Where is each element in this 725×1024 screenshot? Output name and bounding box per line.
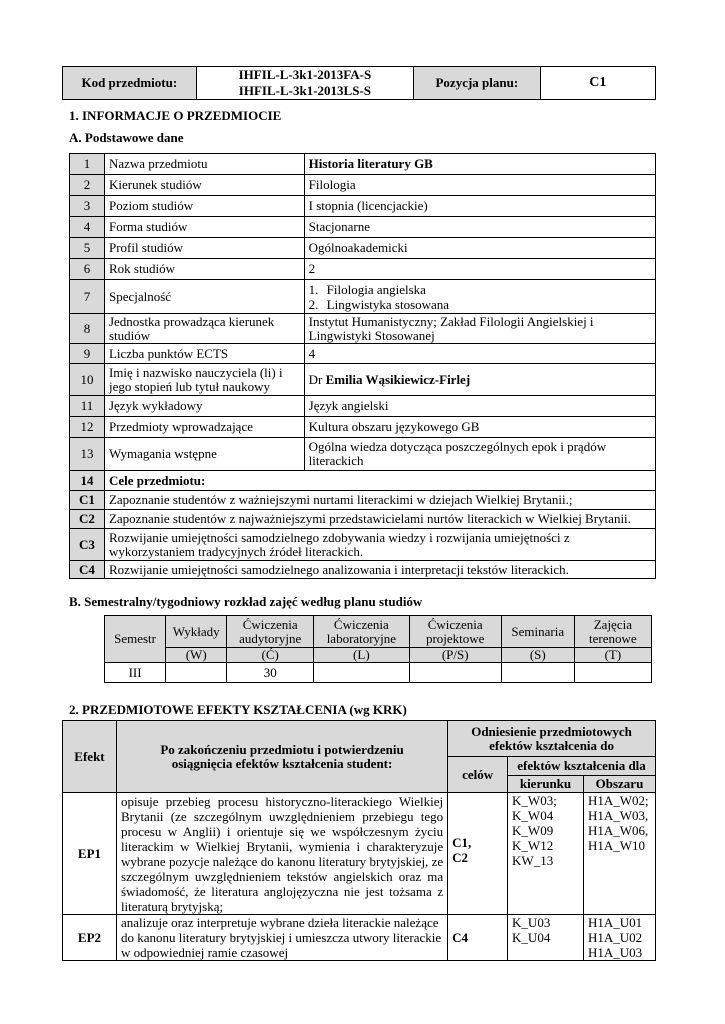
row-label: Profil studiów xyxy=(104,238,304,259)
kierunku-item: K_W12 xyxy=(512,838,554,853)
row-number: 12 xyxy=(70,417,105,438)
row-number: 4 xyxy=(70,217,105,238)
row-label: Forma studiów xyxy=(104,217,304,238)
row-value xyxy=(304,364,655,396)
row-number: 10 xyxy=(70,364,105,396)
table-row xyxy=(70,280,656,314)
table-cell xyxy=(166,663,227,683)
kierunku-item: K_W04 xyxy=(512,808,554,823)
pozycja-value: C1 xyxy=(540,67,655,100)
semester-cell: III xyxy=(105,663,166,683)
col-header-dla: efektów kształcenia dla xyxy=(508,757,656,776)
table-row xyxy=(70,417,656,438)
table-cell xyxy=(501,663,574,683)
table-row xyxy=(70,154,656,175)
row-number: 1 xyxy=(70,154,105,175)
row-number: 13 xyxy=(70,438,105,471)
col-header-kierunku: kierunku xyxy=(508,776,584,793)
row-label: Liczba punktów ECTS xyxy=(104,344,304,364)
schedule-table xyxy=(104,615,652,683)
effects-table xyxy=(62,720,656,961)
col-header: Ćwiczenia laboratoryjne xyxy=(314,616,409,648)
effect-description: analizuje oraz interpretuje wybrane dzieła literackie należące do kanonu literatury brytyjskiej i umieszcza utwory literackie w odpowiedniej ramie czasowej xyxy=(116,915,447,961)
teacher-name: Emilia Wąsikiewicz-Firlej xyxy=(325,371,471,387)
row-value: I stopnia (licencjackie) xyxy=(304,196,655,217)
col-header-description: Po zakończeniu przedmiotu i potwierdzeniu osiągnięcia efektów kształcenia student: xyxy=(116,721,447,793)
goal-row xyxy=(70,510,656,529)
obszaru-item: H1A_U01 xyxy=(587,915,643,930)
goal-row xyxy=(70,491,656,510)
schedule-codes-row xyxy=(105,648,652,663)
row-value: 2 xyxy=(304,259,655,280)
goals-label: Cele przedmiotu: xyxy=(104,471,655,491)
goals-header-row xyxy=(70,471,656,491)
effect-code: EP1 xyxy=(63,793,117,915)
col-header-celow: celów xyxy=(448,757,508,793)
goal-text: Zapoznanie studentów z ważniejszymi nurtami literackimi w dziejach Wielkiej Brytanii.; xyxy=(104,491,655,510)
col-code: (T) xyxy=(574,648,651,663)
table-row xyxy=(70,217,656,238)
col-code: (P/S) xyxy=(409,648,501,663)
effect-description: opisuje przebieg procesu historyczno-literackiego Wielkiej Brytanii (ze szczególnym uwzględnieniem przebiegu tego procesu w Anglii) i orientuje się we współczesnym życiu literackim w Wielkiej Brytanii, wymienia i charakteryzuje wybrane pozycje należące do kanonu literatury brytyjskiej, ze szczególnym uwzględnieniem tekstów angielskich oraz ma świadomość, że literatura anglojęzyczna nie jest tożsama z literaturą brytyjską; xyxy=(116,793,447,915)
effect-obszaru xyxy=(583,915,655,961)
goal-code: C1 xyxy=(70,491,105,510)
section2-title: 2. PRZEDMIOTOWE EFEKTY KSZTAŁCENIA (wg KRK) xyxy=(69,702,407,717)
goal-code: C4 xyxy=(70,561,105,579)
obszaru-item: H1A_W02; xyxy=(587,793,649,808)
row-value: Instytut Humanistyczny; Zakład Filologii Angielskiej i Lingwistyki Stosowanej xyxy=(304,314,655,344)
col-code: (S) xyxy=(501,648,574,663)
section1-title: 1. INFORMACJE O PRZEDMIOCIE xyxy=(69,108,282,123)
kierunku-item: K_U03 xyxy=(512,915,551,930)
table-cell xyxy=(574,663,651,683)
goal-code: C2 xyxy=(70,510,105,529)
kod-value-2: IHFIL-L-3k1-2013LS-S xyxy=(238,83,371,98)
kod-value-1: IHFIL-L-3k1-2013FA-S xyxy=(238,67,372,82)
obszaru-item: H1A_W06, xyxy=(587,823,649,838)
table-cell: 30 xyxy=(227,663,314,683)
specialization-list xyxy=(304,280,655,314)
row-label: Imię i nazwisko nauczyciela (li) i jego stopień lub tytuł naukowy xyxy=(104,364,304,396)
list-item: 2. Lingwistyka stosowana xyxy=(308,296,450,312)
header-table xyxy=(62,66,656,100)
title-prefix: Dr xyxy=(308,371,326,387)
table-row xyxy=(70,438,656,471)
row-label: Rok studiów xyxy=(104,259,304,280)
table-row xyxy=(70,259,656,280)
table-row xyxy=(70,196,656,217)
row-value: Ogólnoakademicki xyxy=(304,238,655,259)
table-cell xyxy=(409,663,501,683)
row-label: Kierunek studiów xyxy=(104,175,304,196)
row-number: 6 xyxy=(70,259,105,280)
row-value: Stacjonarne xyxy=(304,217,655,238)
col-header-obszaru: Obszaru xyxy=(583,776,655,793)
kod-value xyxy=(196,67,414,100)
col-header: Zajęcia terenowe xyxy=(574,616,651,648)
goal-code: C3 xyxy=(70,529,105,561)
col-code: (L) xyxy=(314,648,409,663)
kierunku-item: K_U04 xyxy=(512,930,551,945)
sectionB-title: B. Semestralny/tygodniowy rozkład zajęć według planu studiów xyxy=(69,594,423,609)
row-number: 7 xyxy=(70,280,105,314)
goal-text: Rozwijanie umiejętności samodzielnego zdobywania wiedzy i rozwijania umiejętności z wykorzystaniem tradycyjnych źródeł literackich. xyxy=(104,529,655,561)
effect-code: EP2 xyxy=(63,915,117,961)
row-value: Ogólna wiedza dotycząca poszczególnych epok i prądów literackich xyxy=(304,438,655,471)
pozycja-label: Pozycja planu: xyxy=(414,67,540,100)
sectionA-title: A. Podstawowe dane xyxy=(69,130,184,145)
table-row xyxy=(70,175,656,196)
effect-kierunku xyxy=(508,793,584,915)
effect-celow xyxy=(448,793,508,915)
col-header: Ćwiczenia audytoryjne xyxy=(227,616,314,648)
obszaru-item: H1A_W03, xyxy=(587,808,649,823)
obszaru-item: H1A_W10 xyxy=(587,838,646,853)
table-cell xyxy=(314,663,409,683)
row-label: Jednostka prowadząca kierunek studiów xyxy=(104,314,304,344)
goal-row xyxy=(70,561,656,579)
effect-row xyxy=(63,915,656,961)
table-row xyxy=(70,314,656,344)
goal-text: Zapoznanie studentów z najważniejszymi przedstawicielami nurtów literackich w Wielkiej Brytanii. xyxy=(104,510,655,529)
kierunku-item: K_W09 xyxy=(512,823,554,838)
schedule-row xyxy=(105,663,652,683)
obszaru-item: H1A_U02 xyxy=(587,930,643,945)
row-number: 14 xyxy=(70,471,105,491)
list-item-text: Lingwistyka stosowana xyxy=(326,296,450,312)
row-value: Historia literatury GB xyxy=(304,154,655,175)
list-item-text: Filologia angielska xyxy=(326,281,426,297)
list-item: 1. Filologia angielska xyxy=(308,281,426,297)
kierunku-item: KW_13 xyxy=(512,853,554,868)
effect-kierunku xyxy=(508,915,584,961)
row-label: Przedmioty wprowadzające xyxy=(104,417,304,438)
row-number: 5 xyxy=(70,238,105,259)
row-label: Nazwa przedmiotu xyxy=(104,154,304,175)
table-row xyxy=(70,344,656,364)
effect-obszaru xyxy=(583,793,655,915)
row-label: Specjalność xyxy=(104,280,304,314)
col-code: (W) xyxy=(166,648,227,663)
col-code: (Ć) xyxy=(227,648,314,663)
col-header: Seminaria xyxy=(501,616,574,648)
celow-item: C2 xyxy=(452,850,469,865)
row-label: Poziom studiów xyxy=(104,196,304,217)
row-label: Wymagania wstępne xyxy=(104,438,304,471)
row-number: 3 xyxy=(70,196,105,217)
row-value: Filologia xyxy=(304,175,655,196)
goal-row xyxy=(70,529,656,561)
col-header-efekt: Efekt xyxy=(63,721,117,793)
schedule-header-row xyxy=(105,616,652,648)
row-number: 9 xyxy=(70,344,105,364)
col-header-reference: Odniesienie przedmiotowych efektów kształcenia do xyxy=(448,721,656,757)
kierunku-item: K_W03; xyxy=(512,793,557,808)
effects-header-row xyxy=(63,721,656,757)
table-row xyxy=(70,238,656,259)
celow-item: C1, xyxy=(452,835,472,850)
row-value: Kultura obszaru językowego GB xyxy=(304,417,655,438)
effect-celow: C4 xyxy=(448,915,508,961)
kod-label: Kod przedmiotu: xyxy=(63,67,197,100)
col-header: Wykłady xyxy=(166,616,227,648)
goal-text: Rozwijanie umiejętności samodzielnego analizowania i interpretacji tekstów literackich. xyxy=(104,561,655,579)
row-value: 4 xyxy=(304,344,655,364)
effect-row xyxy=(63,793,656,915)
table-row xyxy=(70,396,656,417)
row-label: Język wykładowy xyxy=(104,396,304,417)
row-number: 8 xyxy=(70,314,105,344)
row-number: 2 xyxy=(70,175,105,196)
row-number: 11 xyxy=(70,396,105,417)
basic-data-table xyxy=(69,153,656,579)
table-row xyxy=(70,364,656,396)
col-header: Semestr xyxy=(105,616,166,663)
col-header: Ćwiczenia projektowe xyxy=(409,616,501,648)
obszaru-item: H1A_U03 xyxy=(587,945,643,960)
row-value: Język angielski xyxy=(304,396,655,417)
